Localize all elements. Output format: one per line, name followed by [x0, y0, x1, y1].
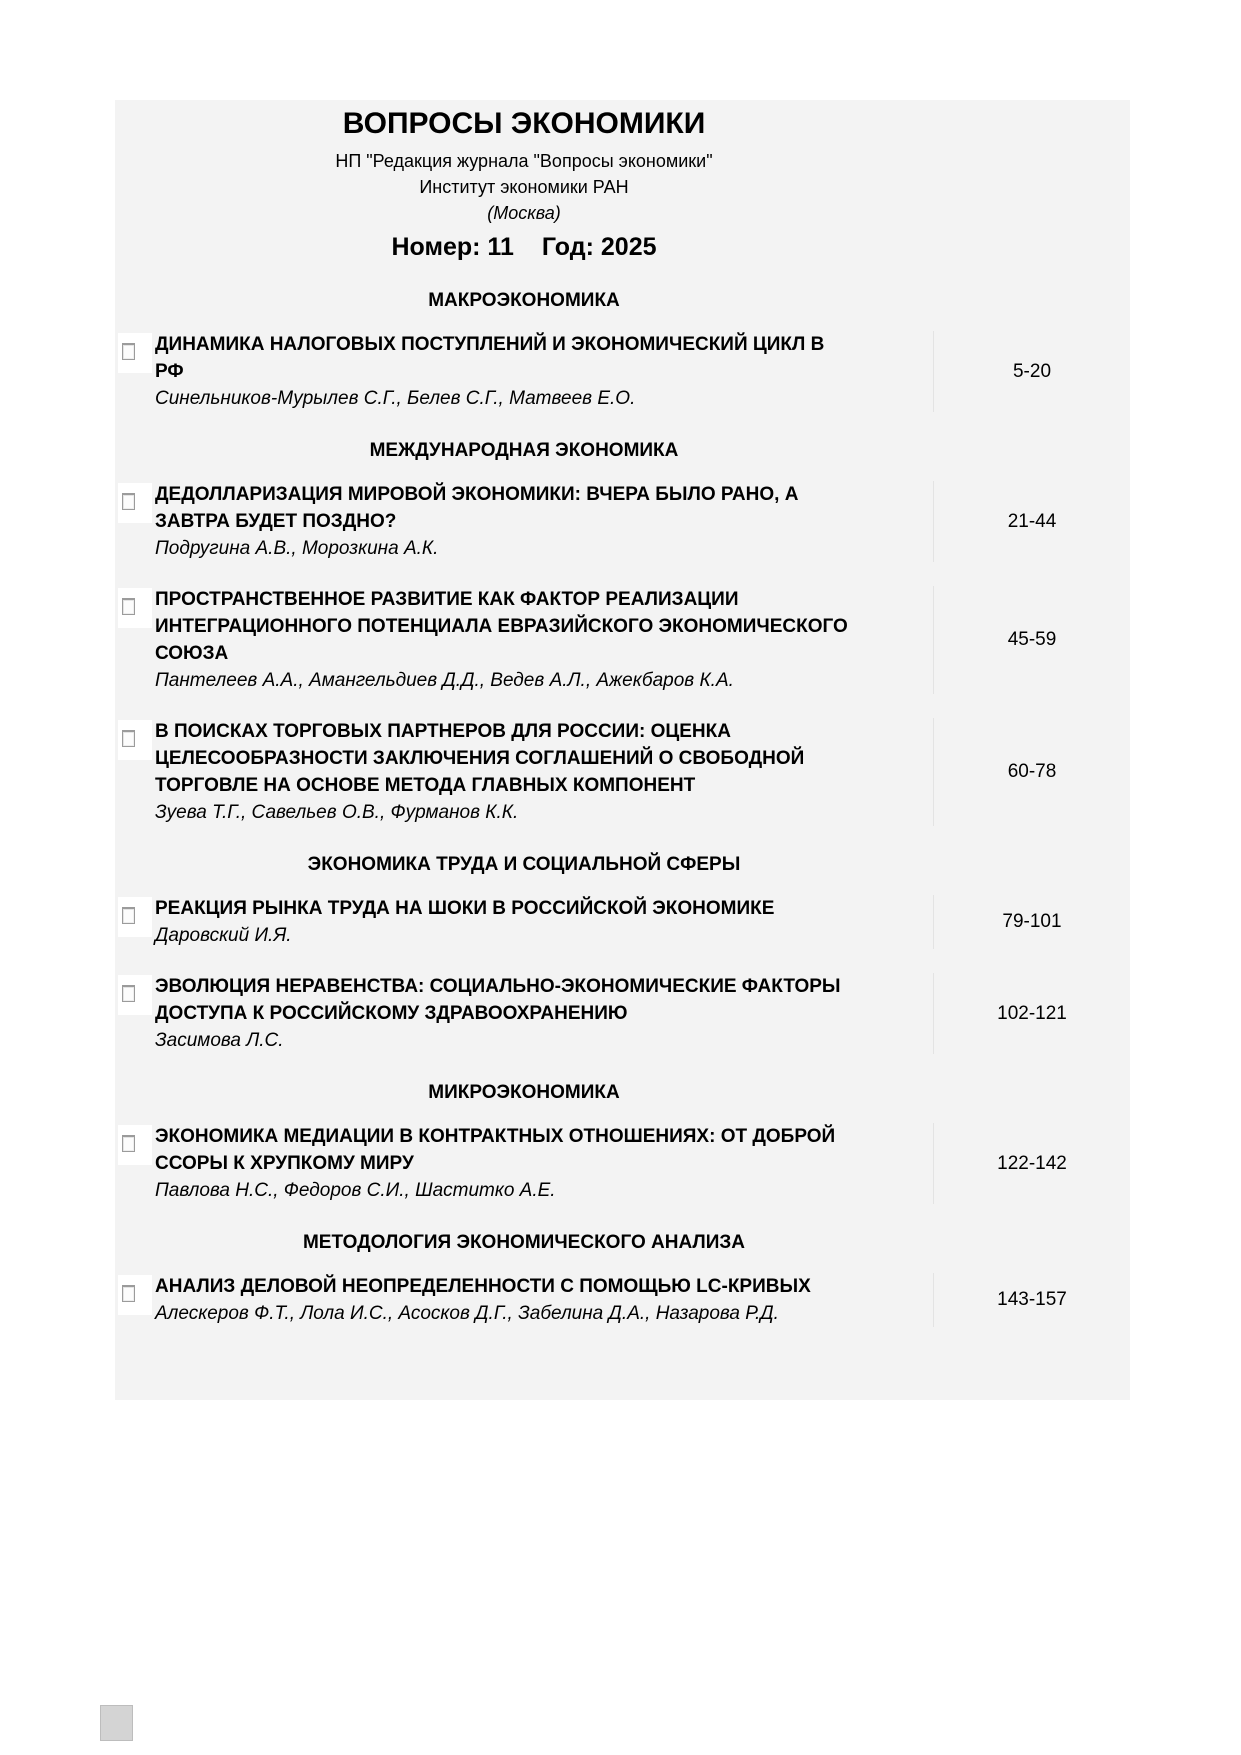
journal-publisher-line2: Институт экономики РАН: [419, 177, 629, 197]
article-row: [115, 1273, 1130, 1327]
article-info: [155, 895, 933, 949]
article-authors: Синельников-Мурылев С.Г., Белев С.Г., Матвеев Е.О.: [155, 388, 636, 409]
section-heading: ЭКОНОМИКА ТРУДА И СОЦИАЛЬНОЙ СФЕРЫ: [307, 854, 741, 875]
article-authors: Зуева Т.Г., Савельев О.В., Фурманов К.К.: [155, 802, 519, 823]
section-heading: МАКРОЭКОНОМИКА: [428, 290, 620, 311]
journal-city: (Москва): [487, 203, 561, 223]
section-heading: МИКРОЭКОНОМИКА: [428, 1082, 620, 1103]
article-select-checkbox[interactable]: [115, 1273, 155, 1327]
article-info: [155, 481, 933, 562]
journal-issue-year: [115, 232, 933, 262]
article-authors: Алескеров Ф.Т., Лола И.С., Асосков Д.Г., Забелина Д.А., Назарова Р.Д.: [155, 1303, 779, 1324]
article-pages: 5-20: [933, 331, 1130, 412]
article-pages: 21-44: [933, 481, 1130, 562]
unchecked-checkbox-icon: [122, 985, 135, 1002]
unchecked-checkbox-icon: [122, 343, 135, 360]
article-row: [115, 481, 1130, 562]
checkbox-image-patch: [118, 1275, 152, 1315]
unchecked-checkbox-icon: [122, 730, 135, 747]
article-title: ДИНАМИКА НАЛОГОВЫХ ПОСТУПЛЕНИЙ И ЭКОНОМИЧЕСКИЙ ЦИКЛ В РФ: [155, 334, 825, 382]
issue-number-label: Номер: 11: [391, 233, 514, 261]
article-title: ДЕДОЛЛАРИЗАЦИЯ МИРОВОЙ ЭКОНОМИКИ: ВЧЕРА БЫЛО РАНО, А ЗАВТРА БУДЕТ ПОЗДНО?: [155, 484, 799, 532]
journal-title: ВОПРОСЫ ЭКОНОМИКИ: [342, 107, 706, 140]
article-authors: Павлова Н.С., Федоров С.И., Шаститко А.Е.: [155, 1180, 556, 1201]
article-select-checkbox[interactable]: [115, 1123, 155, 1204]
image-placeholder-icon: [100, 1705, 133, 1741]
article-title: В ПОИСКАХ ТОРГОВЫХ ПАРТНЕРОВ ДЛЯ РОССИИ: ОЦЕНКА ЦЕЛЕСООБРАЗНОСТИ ЗАКЛЮЧЕНИЯ СОГЛАШЕНИЙ О СВОБОДНОЙ ТОРГОВЛЕ НА ОСНОВЕ МЕТОДА ГЛАВНЫХ КОМПОНЕНТ: [155, 721, 805, 796]
article-row: [115, 718, 1130, 826]
article-authors: Подругина А.В., Морозкина А.К.: [155, 538, 439, 559]
article-info: [155, 1123, 933, 1204]
article-row: [115, 895, 1130, 949]
article-select-checkbox[interactable]: [115, 481, 155, 562]
article-row: [115, 1123, 1130, 1204]
article-authors: Пантелеев А.А., Амангельдиев Д.Д., Ведев А.Л., Ажекбаров К.А.: [155, 670, 734, 691]
journal-publisher-line1: НП "Редакция журнала "Вопросы экономики": [335, 151, 713, 171]
checkbox-image-patch: [118, 483, 152, 523]
article-info: [155, 718, 933, 826]
checkbox-image-patch: [118, 1125, 152, 1165]
article-row: [115, 331, 1130, 412]
unchecked-checkbox-icon: [122, 598, 135, 615]
toc-list: [115, 290, 1130, 1327]
article-select-checkbox[interactable]: [115, 973, 155, 1054]
article-title: ПРОСТРАНСТВЕННОЕ РАЗВИТИЕ КАК ФАКТОР РЕАЛИЗАЦИИ ИНТЕГРАЦИОННОГО ПОТЕНЦИАЛА ЕВРАЗИЙСКОГО ЭКОНОМИЧЕСКОГО СОЮЗА: [155, 589, 848, 664]
issue-year-label: Год: 2025: [541, 233, 657, 261]
unchecked-checkbox-icon: [122, 907, 135, 924]
article-title: АНАЛИЗ ДЕЛОВОЙ НЕОПРЕДЕЛЕННОСТИ С ПОМОЩЬЮ LC-КРИВЫХ: [155, 1276, 811, 1297]
checkbox-image-patch: [118, 720, 152, 760]
article-pages: 45-59: [933, 586, 1130, 694]
article-select-checkbox[interactable]: [115, 895, 155, 949]
article-pages: 102-121: [933, 973, 1130, 1054]
unchecked-checkbox-icon: [122, 1285, 135, 1302]
article-pages: 143-157: [933, 1273, 1130, 1327]
article-info: [155, 586, 933, 694]
section-heading: МЕЖДУНАРОДНАЯ ЭКОНОМИКА: [369, 440, 679, 461]
article-authors: Засимова Л.С.: [155, 1030, 284, 1051]
article-row: [115, 586, 1130, 694]
unchecked-checkbox-icon: [122, 1135, 135, 1152]
article-title: ЭКОНОМИКА МЕДИАЦИИ В КОНТРАКТНЫХ ОТНОШЕНИЯХ: ОТ ДОБРОЙ ССОРЫ К ХРУПКОМУ МИРУ: [155, 1126, 836, 1174]
checkbox-image-patch: [118, 897, 152, 937]
checkbox-image-patch: [118, 588, 152, 628]
journal-toc-panel: [115, 100, 1130, 1400]
article-select-checkbox[interactable]: [115, 586, 155, 694]
article-pages: 122-142: [933, 1123, 1130, 1204]
article-row: [115, 973, 1130, 1054]
journal-header: [115, 108, 1130, 262]
article-authors: Даровский И.Я.: [155, 925, 292, 946]
checkbox-image-patch: [118, 333, 152, 373]
article-info: [155, 1273, 933, 1327]
checkbox-image-patch: [118, 975, 152, 1015]
article-pages: 60-78: [933, 718, 1130, 826]
article-title: РЕАКЦИЯ РЫНКА ТРУДА НА ШОКИ В РОССИЙСКОЙ ЭКОНОМИКЕ: [155, 898, 775, 919]
article-info: [155, 331, 933, 412]
article-title: ЭВОЛЮЦИЯ НЕРАВЕНСТВА: СОЦИАЛЬНО-ЭКОНОМИЧЕСКИЕ ФАКТОРЫ ДОСТУПА К РОССИЙСКОМУ ЗДРАВООХРАНЕНИЮ: [155, 976, 841, 1024]
unchecked-checkbox-icon: [122, 493, 135, 510]
section-heading: МЕТОДОЛОГИЯ ЭКОНОМИЧЕСКОГО АНАЛИЗА: [302, 1232, 746, 1253]
article-select-checkbox[interactable]: [115, 331, 155, 412]
article-pages: 79-101: [933, 895, 1130, 949]
article-info: [155, 973, 933, 1054]
article-select-checkbox[interactable]: [115, 718, 155, 826]
